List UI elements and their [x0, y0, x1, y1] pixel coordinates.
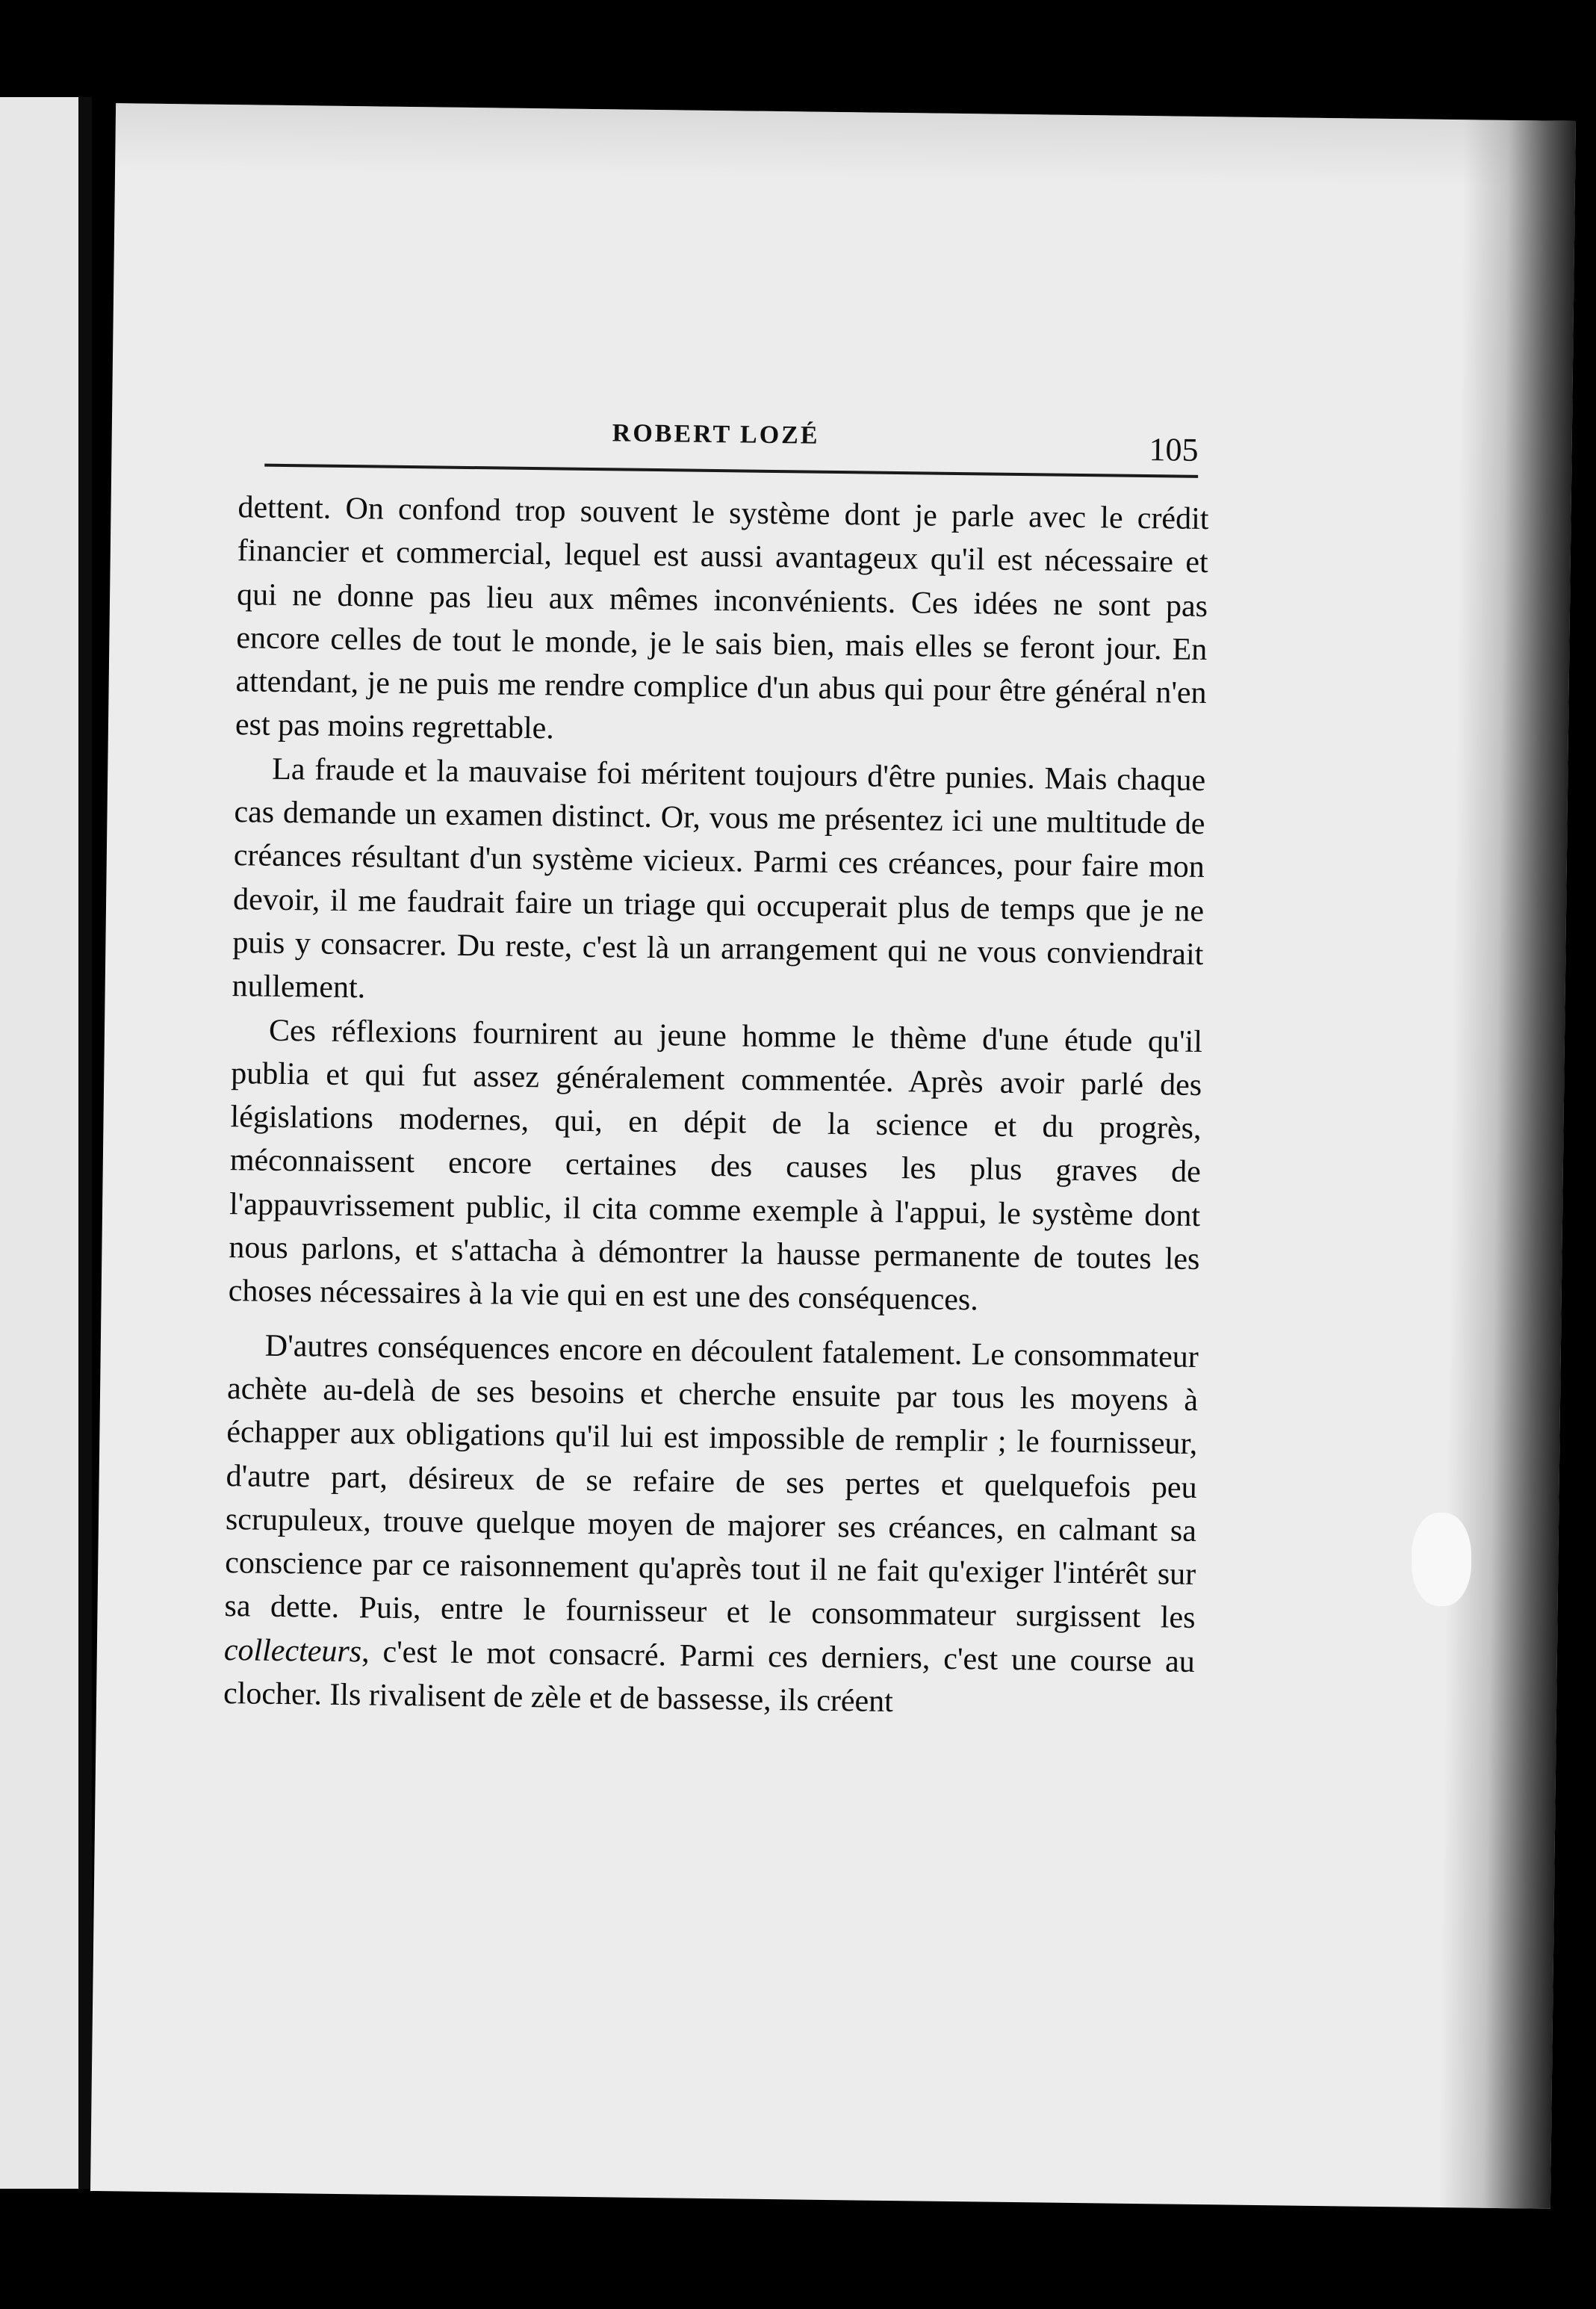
italic-term: collecteurs — [223, 1632, 362, 1670]
page-shadow — [115, 103, 1576, 188]
paragraph: Ces réflexions fournirent au jeune homme le thème d'une étude qu'il publia et qui fut assez généralement commentée. Après avoir parlé des législations modernes, qui, en dépit de la science et du progrès, méconnaissent encore certaines des causes les plus graves de l'appauvrissement public, il cita comme exemple à l'appui, le système dont nous parlons, et s'attacha à démontrer la hausse permanente de toutes les choses nécessaires à la vie qui en est une des conséquences. — [228, 1013, 1203, 1318]
book-page — [90, 103, 1576, 2209]
paragraph — [223, 1324, 1199, 1728]
paragraph-text: D'autres conséquences encore en découlent fatalement. Le consommateur achète au-delà de ses besoins et cherche ensuite par tous les moyens à échapper aux obligations qu'il lui est impossible de remplir ; le fournisseur, d'autre part, désireux de se refaire de ses pertes et quelquefois peu scrupuleux, trouve quelque moyen de majorer ses créances, en calmant sa conscience par ce raisonnement qu'après tout il ne fait qu'exiger l'intérêt sur sa dette. Puis, entre le fournisseur et le consommateur surgissent les — [224, 1328, 1199, 1636]
facing-page-edge — [0, 97, 92, 2189]
paragraph: La fraude et la mauvaise foi méritent toujours d'être punies. Mais chaque cas demande un examen distinct. Or, vous me présentez ici une multitude de créances résultant d'un système vicieux. Parmi ces créances, pour faire mon devoir, il me faudrait faire un triage qui occuperait plus de temps que je ne puis y consacrer. Du reste, c'est là un arrangement qui ne vous conviendrait nullement. — [232, 751, 1206, 1005]
page-number: 105 — [1149, 431, 1199, 468]
running-title: ROBERT LOZÉ — [612, 419, 820, 450]
body-text — [223, 486, 1209, 1727]
page-edge-shadow — [1438, 120, 1576, 2209]
paragraph-text: , c'est le mot consacré. Parmi ces derniers, c'est une course au clocher. Ils rivalisent de zèle et de bassesse, ils créent — [223, 1634, 1196, 1720]
page-header — [264, 415, 1199, 471]
paragraph: dettent. On confond trop souvent le système dont je parle avec le crédit financier et commercial, lequel est aussi avantageux qu'il est nécessaire et qui ne donne pas lieu aux mêmes inconvénients. Ces idées ne sont pas encore celles de tout le monde, je le sais bien, mais elles se feront jour. En attendant, je ne puis me rendre complice d'un abus qui pour être général n'en est pas moins regrettable. — [235, 490, 1209, 746]
paper-blemish — [1412, 1513, 1471, 1606]
